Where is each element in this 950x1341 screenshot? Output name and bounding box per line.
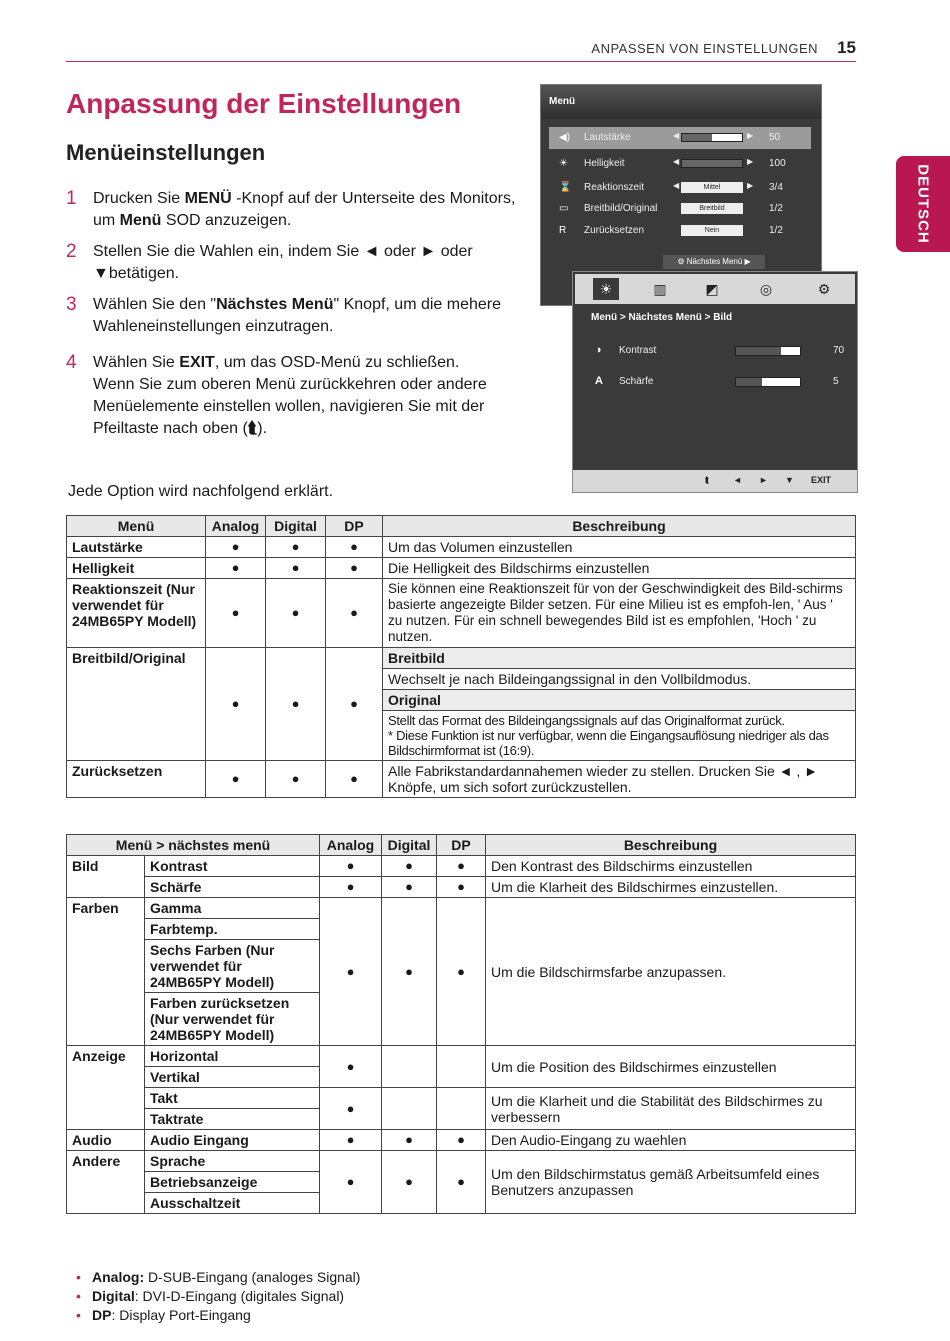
menu-name: Vertikal <box>145 1067 320 1088</box>
support-dot: ● <box>382 1130 437 1151</box>
step-number: 2 <box>66 241 77 262</box>
support-dot: ● <box>206 558 266 579</box>
osd-sub-menu <box>572 271 858 493</box>
section-title: Menüeinstellungen <box>66 140 266 165</box>
menu-name: Takt <box>145 1088 320 1109</box>
next-menu-table <box>66 834 856 1214</box>
step-3 <box>66 294 516 338</box>
note-text: D-SUB-Eingang (analoges Signal) <box>144 1269 361 1285</box>
audio-category-icon[interactable]: ◎ <box>759 281 773 297</box>
step-2 <box>66 241 516 285</box>
sub-option-label: Original <box>383 690 856 711</box>
osd-row-zuruecksetzen[interactable] <box>549 220 811 242</box>
sharpness-icon: A <box>595 375 603 387</box>
support-dot: ● <box>382 877 437 898</box>
osd-option-box: Mittel <box>681 182 743 193</box>
support-dot: ● <box>382 898 437 1046</box>
support-dot: ● <box>206 648 266 761</box>
osd-next-menu-button[interactable] <box>663 255 765 269</box>
step-text: Stellen Sie die Wahlen ein, indem Sie ◄ oder ► oder ▼betätigen. <box>93 243 473 282</box>
empty-cell <box>437 1046 486 1088</box>
menu-description: Um den Bildschirmstatus gemäß Arbeitsumfeld eines Benutzers anzupassen <box>486 1151 856 1214</box>
support-dot: ● <box>437 1130 486 1151</box>
step-text: , um das OSD-Menü zu schließen. <box>214 354 460 371</box>
step-emph: EXIT <box>179 354 215 371</box>
step-text: Wenn Sie zum oberen Menü zurückkehren oder andere Menüelemente einstellen wollen, navigieren Sie mit der Pfeiltaste nach oben ( <box>93 376 487 437</box>
language-tab-label: DEUTSCH <box>914 164 932 244</box>
support-dot: ● <box>320 1046 382 1088</box>
arrow-left-icon: ◀ <box>673 157 680 166</box>
table-row <box>67 1088 856 1109</box>
support-dot: ● <box>437 877 486 898</box>
support-dot: ● <box>206 761 266 798</box>
note-label: DP <box>92 1307 112 1323</box>
support-dot: ● <box>266 648 326 761</box>
step-emph: Menü <box>119 212 162 229</box>
speaker-icon: ◀) <box>559 132 571 143</box>
bullet-icon: • <box>76 1269 81 1285</box>
settings-category-icon[interactable]: ⚙ <box>817 281 831 297</box>
language-tab <box>896 156 950 252</box>
contrast-icon: ◑ <box>595 344 602 356</box>
menu-name: Reaktionszeit (Nur verwendet für 24MB65PY Modell) <box>67 579 206 648</box>
support-dot: ● <box>266 761 326 798</box>
description-note: * Diese Funktion ist nur verfügbar, wenn die Eingangsauflösung niedriger als das Bildschirmformat ist (16:9). <box>388 728 829 758</box>
menu-name: Breitbild/Original <box>67 648 206 761</box>
hourglass-icon: ⌛ <box>559 182 572 193</box>
column-header: DP <box>326 516 383 537</box>
arrow-right-icon: ▶ <box>747 157 754 166</box>
table-header-row <box>67 835 856 856</box>
arrow-right-icon: ▶ <box>742 257 751 266</box>
page-title: Anpassung der Einstellungen <box>66 88 462 119</box>
picture-category-icon[interactable]: ☀ <box>593 278 619 300</box>
step-text: ). <box>257 420 268 437</box>
menu-name: Taktrate <box>145 1109 320 1130</box>
empty-cell <box>382 1088 437 1130</box>
support-dot: ● <box>320 1130 382 1151</box>
step-1 <box>66 188 516 232</box>
support-dot: ● <box>320 877 382 898</box>
right-arrow-icon[interactable]: ► <box>759 475 768 485</box>
step-emph: Nächstes Menü <box>216 296 334 313</box>
menu-table <box>66 515 856 798</box>
page-header <box>66 40 856 62</box>
menu-name: Sechs Farben (Nur verwendet für 24MB65PY Modell) <box>145 940 320 993</box>
menu-name: Lautstärke <box>67 537 206 558</box>
display-category-icon[interactable]: ◩ <box>705 281 719 297</box>
step-text: SOD anzuzeigen. <box>161 212 292 229</box>
osd-row-schaerfe[interactable] <box>593 373 853 391</box>
note-label: Analog: <box>92 1269 145 1285</box>
column-header: Digital <box>382 835 437 856</box>
support-dot: ● <box>206 579 266 648</box>
osd-row-label: Reaktionszeit <box>584 182 645 193</box>
menu-group: Audio <box>67 1130 145 1151</box>
menu-name: Gamma <box>145 898 320 919</box>
menu-description: Die Helligkeit des Bildschirms einzustellen <box>383 558 856 579</box>
osd-row-helligkeit[interactable] <box>549 153 811 175</box>
menu-name: Sprache <box>145 1151 320 1172</box>
osd-level-bar <box>681 159 743 168</box>
support-dot: ● <box>437 898 486 1046</box>
description-line: Stellt das Format des Bildeingangssignals auf das Originalformat zurück. <box>388 713 785 728</box>
down-arrow-icon[interactable]: ▼ <box>785 475 794 485</box>
osd-row-value: 3/4 <box>769 182 783 193</box>
support-dot: ● <box>266 537 326 558</box>
support-dot: ● <box>382 1151 437 1214</box>
aspect-ratio-icon: ▭ <box>559 203 569 214</box>
support-dot: ● <box>320 1151 382 1214</box>
table-row <box>67 856 856 877</box>
arrow-left-icon: ◀ <box>673 131 680 140</box>
osd-row-label: Helligkeit <box>584 158 625 169</box>
table-row <box>67 537 856 558</box>
osd-row-reaktionszeit[interactable] <box>549 177 811 199</box>
table-row <box>67 558 856 579</box>
menu-description: Um die Klarheit des Bildschirmes einzustellen. <box>486 877 856 898</box>
column-header: Beschreibung <box>486 835 856 856</box>
note-text: : DVI-D-Eingang (digitales Signal) <box>134 1288 345 1304</box>
step-number: 1 <box>66 188 77 209</box>
step-number: 3 <box>66 294 77 315</box>
support-dot: ● <box>320 856 382 877</box>
osd-row-breitbild[interactable] <box>549 198 811 220</box>
menu-name: Audio Eingang <box>145 1130 320 1151</box>
menu-name: Zurücksetzen <box>67 761 206 798</box>
column-header: Menü <box>67 516 206 537</box>
menu-name: Schärfe <box>145 877 320 898</box>
osd-next-label: Nächstes Menü <box>686 257 743 266</box>
osd-row-label: Lautstärke <box>584 132 631 143</box>
osd-row-kontrast[interactable] <box>593 342 853 360</box>
note-text: : Display Port-Eingang <box>111 1307 251 1323</box>
menu-description: Um die Klarheit und die Stabilität des Bildschirmes zu verbessern <box>486 1088 856 1130</box>
osd-row-label: Zurücksetzen <box>584 225 645 236</box>
osd-row-value: 50 <box>769 132 781 143</box>
osd-row-lautstaerke[interactable] <box>549 127 811 149</box>
osd-row-value: 1/2 <box>769 203 783 214</box>
menu-group: Bild <box>67 856 145 898</box>
list-item <box>76 1268 360 1287</box>
support-dot: ● <box>326 537 383 558</box>
step-number: 4 <box>66 352 77 373</box>
header-section-title: ANPASSEN VON EINSTELLUNGEN <box>591 41 818 56</box>
osd-title: Menü <box>541 85 821 119</box>
osd-row-value: 5 <box>833 376 839 387</box>
menu-description: Alle Fabrikstandardannahemen wieder zu stellen. Drucken Sie ◄ , ► Knöpfe, um sich sofort zurückzustellen. <box>383 761 856 798</box>
step-text: -Knopf auf der Unterseite des Monitors, um <box>93 190 516 229</box>
table-row <box>67 877 856 898</box>
step-text: Wählen Sie den " <box>93 296 217 313</box>
menu-description: Um die Position des Bildschirmes einzustellen <box>486 1046 856 1088</box>
menu-name: Horizontal <box>145 1046 320 1067</box>
osd-level-bar <box>735 346 801 356</box>
osd-level-bar <box>681 133 743 142</box>
support-dot: ● <box>326 579 383 648</box>
menu-group: Andere <box>67 1151 145 1214</box>
menu-name: Ausschaltzeit <box>145 1193 320 1214</box>
empty-cell <box>437 1088 486 1130</box>
support-dot: ● <box>320 1088 382 1130</box>
column-header: DP <box>437 835 486 856</box>
support-dot: ● <box>326 761 383 798</box>
step-4 <box>66 352 516 440</box>
bullet-icon: • <box>76 1288 81 1304</box>
table-row <box>67 1151 856 1172</box>
osd-row-value: 70 <box>833 345 845 356</box>
intro-text: Jede Option wird nachfolgend erklärt. <box>68 483 334 500</box>
arrow-left-icon: ◀ <box>673 181 680 190</box>
step-text: Wählen Sie <box>93 354 180 371</box>
menu-description: Den Audio-Eingang zu waehlen <box>486 1130 856 1151</box>
menu-group: Farben <box>67 898 145 1046</box>
step-text: " Knopf, um die mehere Wahleneinstellungen einzutragen. <box>93 296 502 335</box>
osd-option-box: Breitbild <box>681 203 743 214</box>
column-header: Analog <box>206 516 266 537</box>
step-emph: MENÜ <box>184 190 232 207</box>
table-header-row <box>67 516 856 537</box>
table-row <box>67 761 856 798</box>
left-arrow-icon[interactable]: ◄ <box>733 475 742 485</box>
sub-option-label: Breitbild <box>383 648 856 669</box>
list-item <box>76 1306 360 1325</box>
column-header: Digital <box>266 516 326 537</box>
empty-cell <box>382 1046 437 1088</box>
menu-name: Kontrast <box>145 856 320 877</box>
page-number: 15 <box>837 38 856 57</box>
note-label: Digital <box>92 1288 135 1304</box>
back-up-icon[interactable]: ⮬ <box>705 475 711 485</box>
support-dot: ● <box>320 898 382 1046</box>
color-category-icon[interactable]: ▥ <box>653 281 667 297</box>
table-row <box>67 579 856 648</box>
sun-icon: ☀ <box>559 158 568 169</box>
osd-option-box: Nein <box>681 225 743 236</box>
support-dot: ● <box>437 856 486 877</box>
steps-list <box>66 188 516 449</box>
osd-breadcrumb: Menü > Nächstes Menü > Bild <box>591 312 733 323</box>
support-dot: ● <box>266 579 326 648</box>
osd-category-bar <box>575 274 855 304</box>
menu-name: Betriebsanzeige <box>145 1172 320 1193</box>
menu-description: Den Kontrast des Bildschirms einzustellen <box>486 856 856 877</box>
osd-level-bar <box>735 377 801 387</box>
support-dot: ● <box>437 1151 486 1214</box>
legend-notes <box>76 1268 360 1325</box>
support-dot: ● <box>266 558 326 579</box>
menu-description: Um das Volumen einzustellen <box>383 537 856 558</box>
exit-button[interactable]: EXIT <box>811 475 832 485</box>
menu-name: Farben zurücksetzen (Nur verwendet für 24MB65PY Modell) <box>145 993 320 1046</box>
osd-row-label: Kontrast <box>619 345 657 356</box>
menu-description: Um die Bildschirmsfarbe anzupassen. <box>486 898 856 1046</box>
menu-name: Farbtemp. <box>145 919 320 940</box>
menu-description: Wechselt je nach Bildeingangssignal in den Vollbildmodus. <box>383 669 856 690</box>
column-header: Menü > nächstes menü <box>67 835 320 856</box>
support-dot: ● <box>382 856 437 877</box>
table-row <box>67 1046 856 1067</box>
table-row <box>67 1130 856 1151</box>
next-menu-icon: ⚙ <box>677 257 687 266</box>
up-arrow-icon: ⮬ <box>247 420 258 437</box>
column-header: Beschreibung <box>383 516 856 537</box>
menu-group: Anzeige <box>67 1046 145 1130</box>
support-dot: ● <box>326 558 383 579</box>
list-item <box>76 1287 360 1306</box>
menu-name: Helligkeit <box>67 558 206 579</box>
arrow-right-icon: ▶ <box>747 131 754 140</box>
step-text: Drucken Sie <box>93 190 185 207</box>
arrow-right-icon: ▶ <box>747 181 754 190</box>
column-header: Analog <box>320 835 382 856</box>
menu-description: Sie können eine Reaktionszeit für von der Geschwindigkeit des Bild-schirms basierte angezeigte Bilder setzen. Für eine Milieu ist es empfoh-len, ' Aus ' zu nutzen. Für ein schnell bewegendes Bild ist es empfohlen, 'Hoch ' zu nutzen. <box>383 579 856 648</box>
osd-row-label: Schärfe <box>619 376 654 387</box>
table-row <box>67 648 856 669</box>
support-dot: ● <box>326 648 383 761</box>
osd-row-value: 1/2 <box>769 225 783 236</box>
osd-footer <box>573 470 857 492</box>
support-dot: ● <box>206 537 266 558</box>
menu-description <box>383 711 856 761</box>
table-row <box>67 898 856 919</box>
osd-row-label: Breitbild/Original <box>584 203 658 214</box>
osd-row-value: 100 <box>769 158 786 169</box>
reset-icon: R <box>559 225 567 236</box>
bullet-icon: • <box>76 1307 81 1323</box>
